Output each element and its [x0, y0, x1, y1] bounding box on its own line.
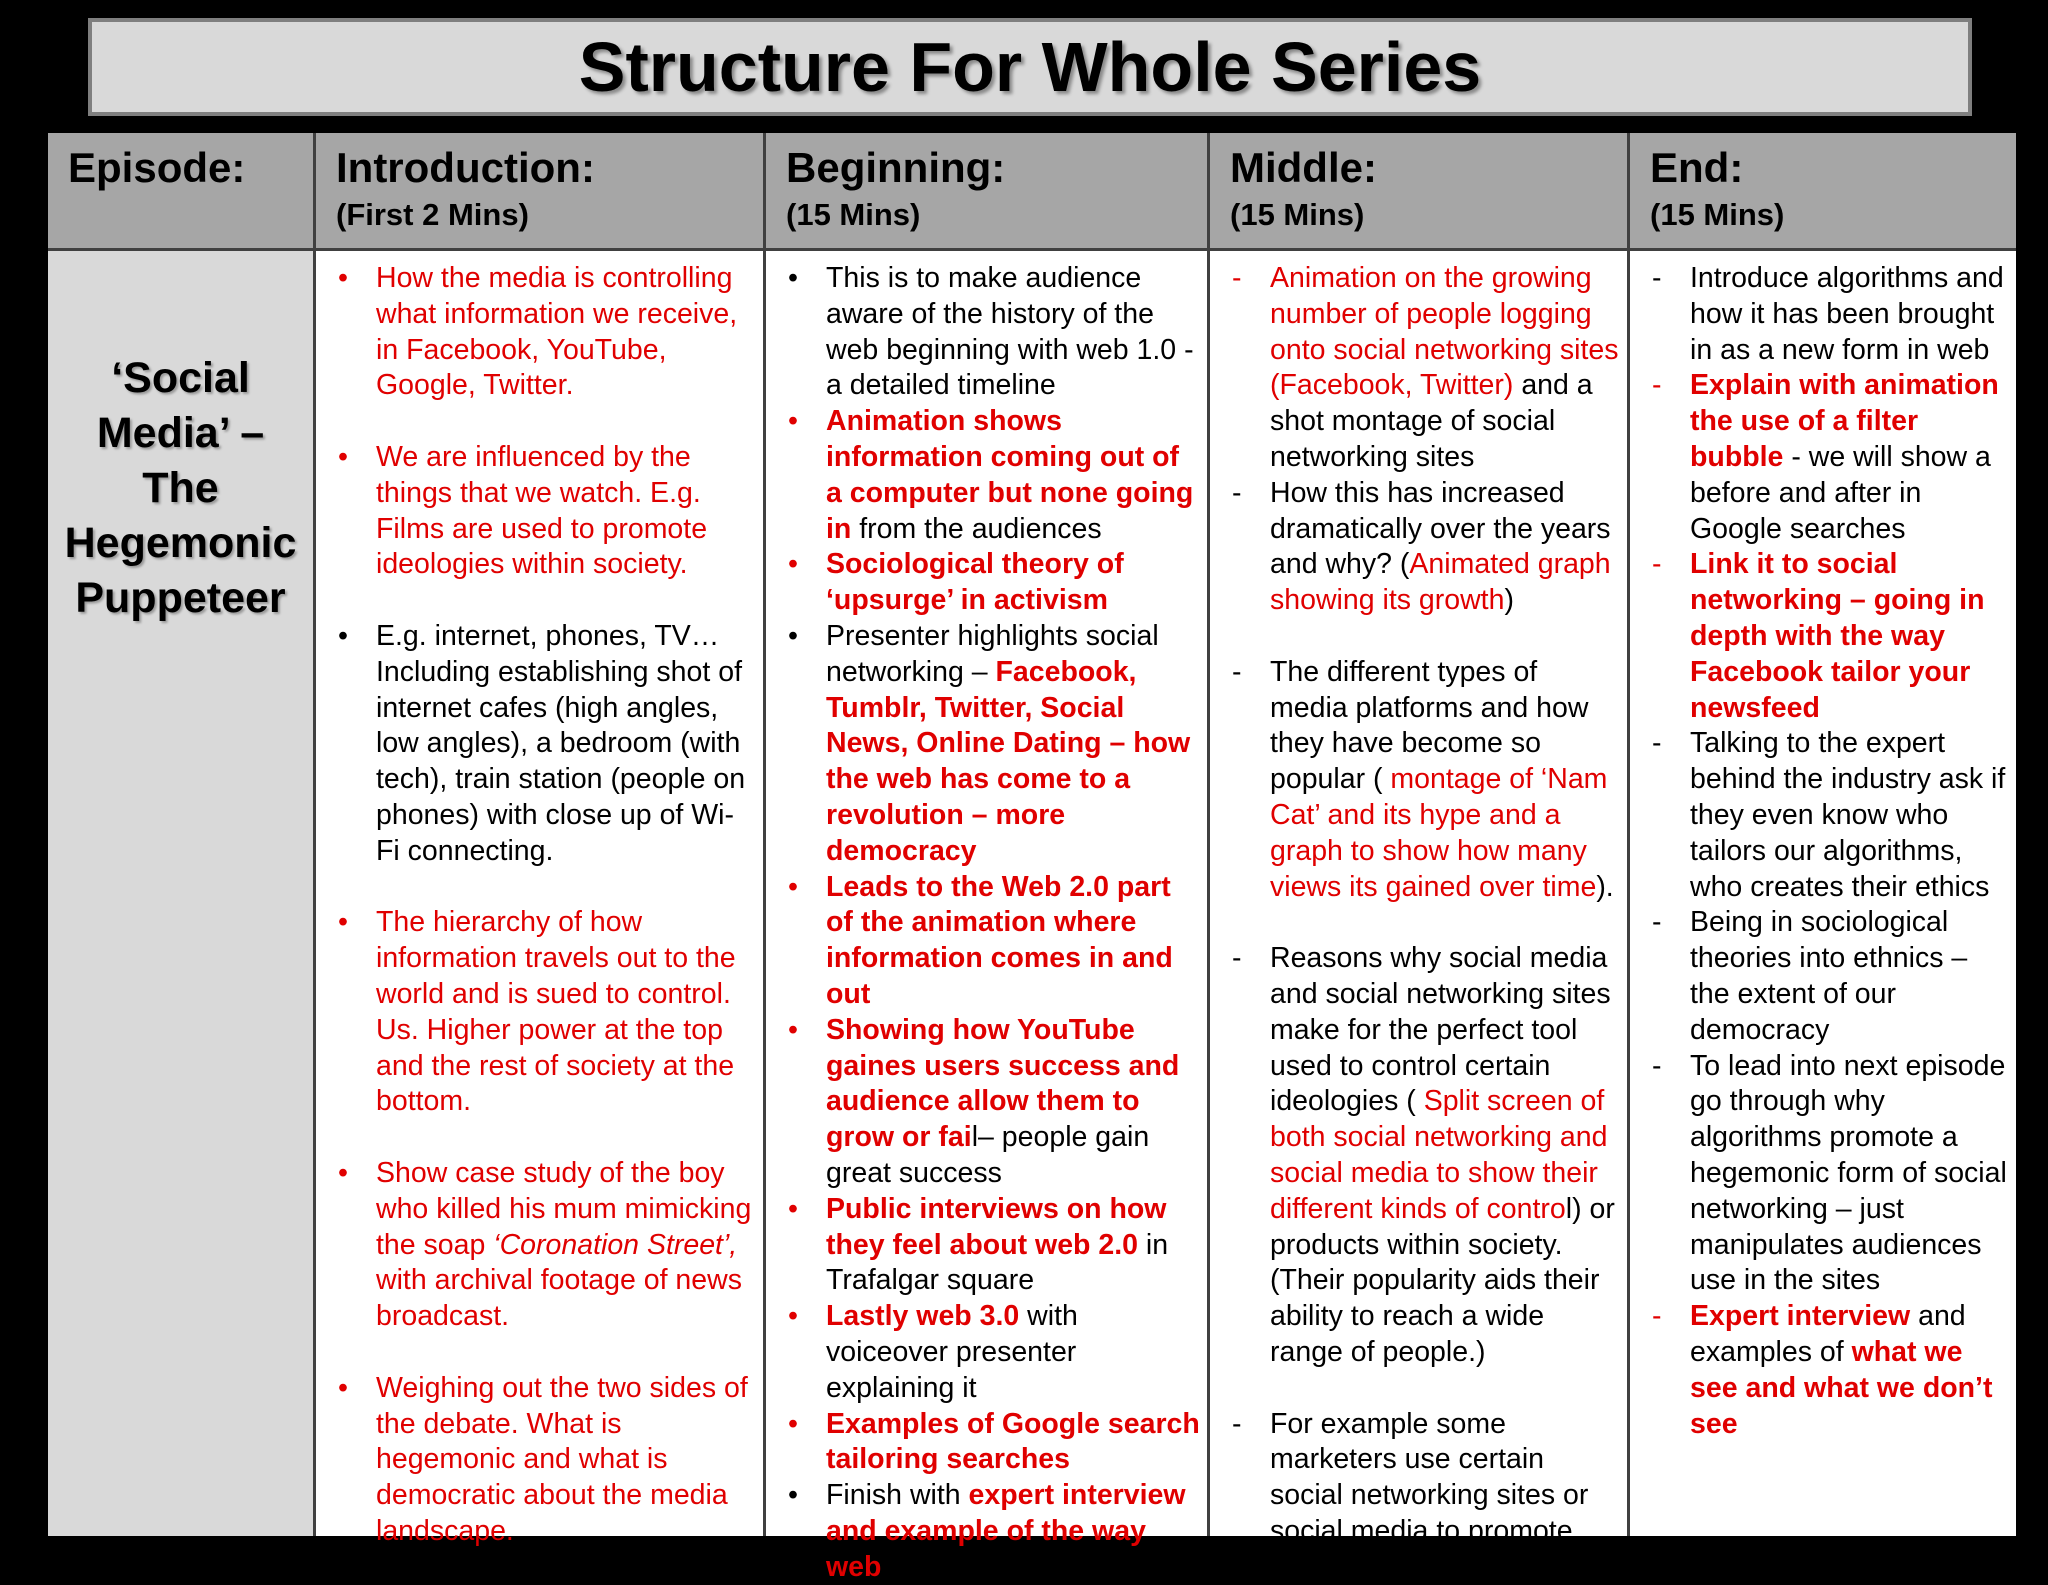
- item-text: ).: [1596, 871, 1613, 903]
- item-text: Lastly web 3.0: [826, 1300, 1019, 1332]
- header-title: End:: [1650, 145, 2016, 191]
- column-divider: [1207, 133, 1210, 1536]
- beginning-list: [766, 251, 1207, 1585]
- middle-list: [1210, 251, 1627, 1585]
- item-text: expert interview and example of the way web: [826, 1479, 1186, 1583]
- end-list: [1630, 251, 2016, 1442]
- item-text: ‘Coronation Street’,: [493, 1229, 737, 1261]
- bullet-icon: •: [788, 547, 798, 583]
- item-text: Leads to the Web 2.0 part of the animation where information comes in and out: [826, 871, 1173, 1010]
- episode-name-line: Hegemonic: [48, 516, 313, 571]
- bullet-icon: •: [338, 905, 348, 941]
- item-text: montage of ‘Nam Cat’ and its hype and a graph to show how many views its gained over time: [1270, 763, 1607, 902]
- item-text: ): [1504, 584, 1514, 616]
- item-text: Expert interview: [1690, 1300, 1910, 1332]
- item-text: How this has increased dramatically over the years and why? (: [1270, 477, 1611, 581]
- item-text: with voiceover presenter explaining it: [826, 1300, 1078, 1404]
- bullet-icon: •: [788, 261, 798, 297]
- title-banner: [88, 18, 1972, 116]
- item-text: Animated graph showing its growth: [1270, 548, 1611, 616]
- bullet-icon: •: [338, 619, 348, 655]
- list-item: [766, 1192, 1207, 1299]
- list-item: [766, 619, 1207, 870]
- list-item: [1210, 261, 1627, 476]
- header-title: Episode:: [68, 145, 313, 191]
- episode-name-line: ‘Social: [48, 351, 313, 406]
- episode-name: [48, 351, 313, 626]
- item-text: E.g. internet, phones, TV… Including establishing shot of internet cafes (high angles, low angles), a bedroom (with tech), train station (people on phones) with close up of Wi-Fi connecting.: [376, 620, 745, 867]
- item-text: l– people gain great success: [826, 1121, 1149, 1189]
- bullet-icon: •: [788, 1013, 798, 1049]
- dash-bullet-icon: -: [1652, 905, 1662, 941]
- dash-bullet-icon: -: [1652, 261, 1662, 297]
- list-item: [766, 1478, 1207, 1585]
- list-item: [316, 619, 763, 870]
- dash-bullet-icon: -: [1232, 261, 1242, 297]
- list-item: [766, 547, 1207, 619]
- item-text: Showing how YouTube gaines users success and audience allow them to grow or fai: [826, 1014, 1179, 1153]
- item-text: Introduce algorithms and how it has been brought in as a new form in web: [1690, 262, 2004, 366]
- item-text: Link it to social networking – going in depth with the way Facebook tailor your newsfeed: [1690, 548, 1985, 723]
- header-introduction: [316, 133, 763, 248]
- episode-cell: [48, 251, 313, 1536]
- item-text: and a shot montage of social networking sites: [1270, 369, 1593, 473]
- bullet-icon: •: [788, 870, 798, 906]
- list-item: [1630, 1049, 2016, 1300]
- list-item: [766, 1407, 1207, 1479]
- dash-bullet-icon: -: [1232, 655, 1242, 691]
- list-item: [1210, 655, 1627, 906]
- introduction-list: [316, 251, 763, 1550]
- item-text: Animation on the growing number of people logging onto social networking sites (Facebook, Twitter): [1270, 262, 1619, 401]
- item-text: Reasons why social media and social networking sites make for the perfect tool used to control certain ideologies (: [1270, 942, 1611, 1117]
- list-item: [1630, 261, 2016, 368]
- episode-name-line: Media’ –: [48, 406, 313, 461]
- column-divider: [313, 133, 316, 1536]
- list-item: [1630, 368, 2016, 547]
- end-cell: [1630, 251, 2016, 1536]
- introduction-cell: [316, 251, 763, 1536]
- header-title: Introduction:: [336, 145, 763, 191]
- item-text: To lead into next episode go through why algorithms promote a hegemonic form of social networking – just manipulates audiences use in the sites: [1690, 1050, 2007, 1297]
- header-duration: (15 Mins): [786, 197, 1207, 233]
- bullet-icon: •: [788, 1299, 798, 1335]
- item-text: Examples of Google search tailoring searches: [826, 1408, 1200, 1476]
- dash-bullet-icon: -: [1652, 368, 1662, 404]
- header-duration: (15 Mins): [1230, 197, 1627, 233]
- item-text: from the audiences: [851, 513, 1101, 545]
- list-item: [1630, 1299, 2016, 1442]
- bullet-icon: •: [788, 1407, 798, 1443]
- bullet-icon: •: [788, 404, 798, 440]
- bullet-icon: •: [788, 619, 798, 655]
- header-title: Middle:: [1230, 145, 1627, 191]
- item-text: with archival footage of news broadcast.: [376, 1264, 742, 1332]
- header-title: Beginning:: [786, 145, 1207, 191]
- item-text: Sociological theory of ‘upsurge’ in activism: [826, 548, 1124, 616]
- page-title: Structure For Whole Series: [579, 27, 1481, 107]
- item-text: l) or products within society. (Their popularity aids their ability to reach a wide range of people.): [1270, 1193, 1615, 1368]
- list-item: [766, 404, 1207, 547]
- dash-bullet-icon: -: [1652, 1049, 1662, 1085]
- list-item: [316, 905, 763, 1120]
- header-episode: [48, 133, 313, 248]
- bullet-icon: •: [338, 440, 348, 476]
- middle-cell: [1210, 251, 1627, 1536]
- header-end: [1630, 133, 2016, 248]
- item-text: Being in sociological theories into ethnics – the extent of our democracy: [1690, 906, 1967, 1045]
- item-text: Animation shows information coming out of a computer but none going in: [826, 405, 1193, 544]
- dash-bullet-icon: -: [1652, 1299, 1662, 1335]
- list-item: [766, 870, 1207, 1013]
- episode-name-line: The: [48, 461, 313, 516]
- item-text: For example some marketers use certain social networking sites or social media to promote their: [1270, 1408, 1588, 1583]
- list-item: [1630, 547, 2016, 726]
- column-divider: [1627, 133, 1630, 1536]
- dash-bullet-icon: -: [1232, 1407, 1242, 1443]
- list-item: [1210, 476, 1627, 619]
- list-item: [766, 261, 1207, 404]
- list-item: [316, 1156, 763, 1335]
- item-text: The hierarchy of how information travels out to the world and is sued to control. Us. Higher power at the top and the rest of society at the bottom.: [376, 906, 736, 1117]
- item-text: Weighing out the two sides of the debate. What is hegemonic and what is democratic about the media landscape.: [376, 1372, 748, 1547]
- bullet-icon: •: [788, 1192, 798, 1228]
- dash-bullet-icon: -: [1652, 547, 1662, 583]
- bullet-icon: •: [338, 1371, 348, 1407]
- series-structure-table: [48, 133, 2016, 1536]
- beginning-cell: [766, 251, 1207, 1536]
- bullet-icon: •: [338, 1156, 348, 1192]
- header-duration: (First 2 Mins): [336, 197, 763, 233]
- item-text: Finish with: [826, 1479, 969, 1511]
- dash-bullet-icon: -: [1232, 941, 1242, 977]
- item-text: We are influenced by the things that we watch. E.g. Films are used to promote ideologies within society.: [376, 441, 707, 580]
- list-item: [766, 1299, 1207, 1406]
- item-text: - we will show a before and after in Google searches: [1690, 441, 1991, 545]
- item-text: and examples of: [1690, 1300, 1966, 1368]
- bullet-icon: •: [338, 261, 348, 297]
- item-text: Presenter highlights social networking –: [826, 620, 1159, 688]
- dash-bullet-icon: -: [1232, 476, 1242, 512]
- item-text: How the media is controlling what information we receive, in Facebook, YouTube, Google, Twitter.: [376, 262, 737, 401]
- header-beginning: [766, 133, 1207, 248]
- item-text: Split screen of both social networking and social media to show their different kinds of contro: [1270, 1085, 1607, 1224]
- column-divider: [763, 133, 766, 1536]
- list-item: [316, 440, 763, 583]
- item-text: Explain with animation the use of a filter bubble: [1690, 369, 1999, 473]
- header-divider: [48, 248, 2016, 251]
- item-text: The different types of media platforms and how they have become so popular (: [1270, 656, 1588, 795]
- item-text: Facebook, Tumblr, Twitter, Social News, Online Dating – how the web has come to a revolution – more democracy: [826, 656, 1190, 867]
- item-text: This is to make audience aware of the history of the web beginning with web 1.0 - a detailed timeline: [826, 262, 1194, 401]
- episode-name-line: Puppeteer: [48, 571, 313, 626]
- list-item: [766, 1013, 1207, 1192]
- list-item: [1210, 941, 1627, 1371]
- dash-bullet-icon: -: [1652, 726, 1662, 762]
- item-text: Public interviews on how they feel about web 2.0: [826, 1193, 1166, 1261]
- list-item: [1630, 905, 2016, 1048]
- list-item: [1630, 726, 2016, 905]
- item-text: in Trafalgar square: [826, 1229, 1168, 1297]
- header-middle: [1210, 133, 1627, 248]
- list-item: [1210, 1407, 1627, 1585]
- list-item: [316, 261, 763, 404]
- item-text: Show case study of the boy who killed his mum mimicking the soap: [376, 1157, 751, 1261]
- item-text: Talking to the expert behind the industry ask if they even know who tailors our algorithms, who creates their ethics: [1690, 727, 2005, 902]
- header-duration: (15 Mins): [1650, 197, 2016, 233]
- list-item: [316, 1371, 763, 1550]
- item-text: what we see and what we don’t see: [1690, 1336, 1992, 1440]
- bullet-icon: •: [788, 1478, 798, 1514]
